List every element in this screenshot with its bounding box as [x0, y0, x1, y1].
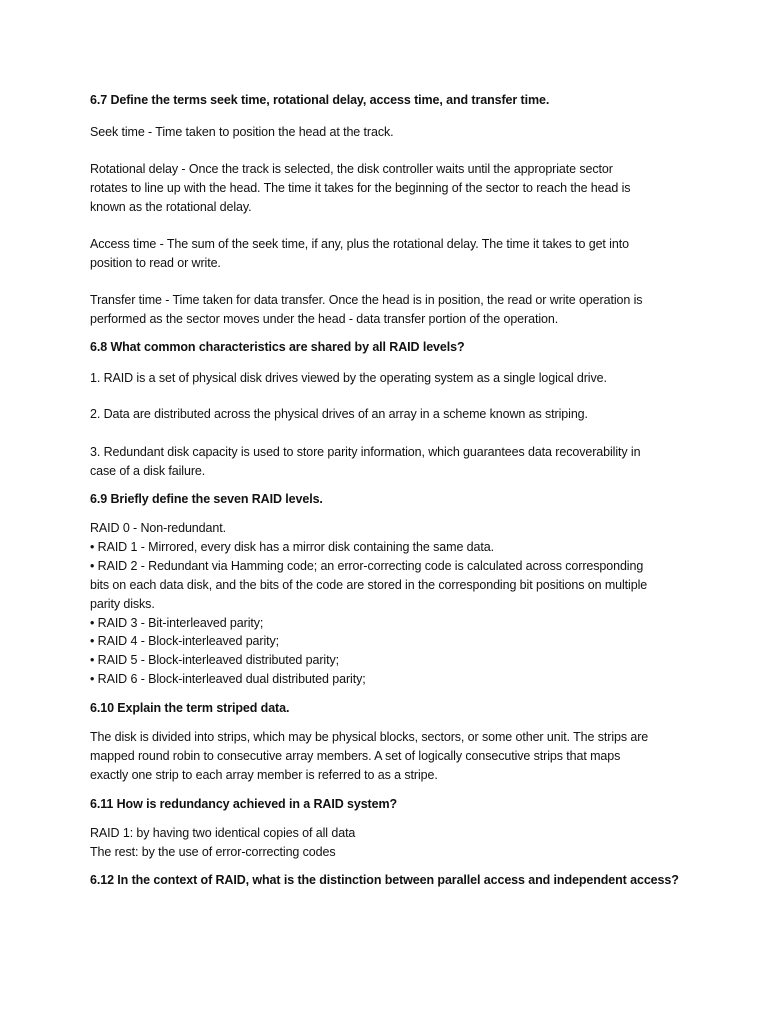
question-6-12-heading: 6.12 In the context of RAID, what is the distinction between parallel access and independent access?: [90, 873, 679, 887]
question-6-10-heading: 6.10 Explain the term striped data.: [90, 701, 290, 715]
raid-1-item: • RAID 1 - Mirrored, every disk has a mirror disk containing the same data.: [90, 540, 494, 554]
raid-5-item: • RAID 5 - Block-interleaved distributed parity;: [90, 653, 339, 667]
raid-characteristic-2: 2. Data are distributed across the physical drives of an array in a scheme known as striping.: [90, 407, 588, 421]
striped-data-line-3: exactly one strip to each array member is referred to as a stripe.: [90, 768, 438, 782]
striped-data-line-1: The disk is divided into strips, which may be physical blocks, sectors, or some other unit. The strips are: [90, 730, 649, 744]
question-6-8-heading: 6.8 What common characteristics are shared by all RAID levels?: [90, 340, 465, 354]
question-6-9-heading: 6.9 Briefly define the seven RAID levels.: [90, 492, 323, 506]
striped-data-line-2: mapped round robin to consecutive array members. A set of logically consecutive strips that maps: [90, 749, 621, 763]
raid-0-item: RAID 0 - Non-redundant.: [90, 521, 226, 535]
question-6-7-heading: 6.7 Define the terms seek time, rotational delay, access time, and transfer time.: [90, 93, 550, 107]
transfer-time-line-1: Transfer time - Time taken for data transfer. Once the head is in position, the read or write operation is: [90, 293, 643, 307]
redundancy-rest: The rest: by the use of error-correcting codes: [90, 845, 336, 859]
access-time-line-1: Access time - The sum of the seek time, if any, plus the rotational delay. The time it takes to get into: [90, 237, 629, 251]
question-6-11-heading: 6.11 How is redundancy achieved in a RAID system?: [90, 797, 398, 811]
rotational-delay-line-2: rotates to line up with the head. The time it takes for the beginning of the sector to reach the head is: [90, 181, 631, 195]
raid-characteristic-1: 1. RAID is a set of physical disk drives viewed by the operating system as a single logical drive.: [90, 371, 607, 385]
raid-6-item: • RAID 6 - Block-interleaved dual distributed parity;: [90, 672, 366, 686]
rotational-delay-line-1: Rotational delay - Once the track is selected, the disk controller waits until the appropriate sector: [90, 162, 613, 176]
rotational-delay-line-3: known as the rotational delay.: [90, 200, 252, 214]
raid-2-item-line-3: parity disks.: [90, 597, 155, 611]
raid-3-item: • RAID 3 - Bit-interleaved parity;: [90, 616, 264, 630]
redundancy-raid-1: RAID 1: by having two identical copies of all data: [90, 826, 356, 840]
raid-characteristic-3-line-1: 3. Redundant disk capacity is used to store parity information, which guarantees data recoverability in: [90, 445, 641, 459]
transfer-time-line-2: performed as the sector moves under the head - data transfer portion of the operation.: [90, 312, 559, 326]
access-time-line-2: position to read or write.: [90, 256, 221, 270]
raid-2-item-line-2: bits on each data disk, and the bits of the code are stored in the corresponding bit positions on multiple: [90, 578, 648, 592]
raid-characteristic-3-line-2: case of a disk failure.: [90, 464, 206, 478]
raid-4-item: • RAID 4 - Block-interleaved parity;: [90, 634, 280, 648]
raid-2-item-line-1: • RAID 2 - Redundant via Hamming code; an error-correcting code is calculated across corresponding: [90, 559, 644, 573]
seek-time-definition: Seek time - Time taken to position the head at the track.: [90, 125, 394, 139]
